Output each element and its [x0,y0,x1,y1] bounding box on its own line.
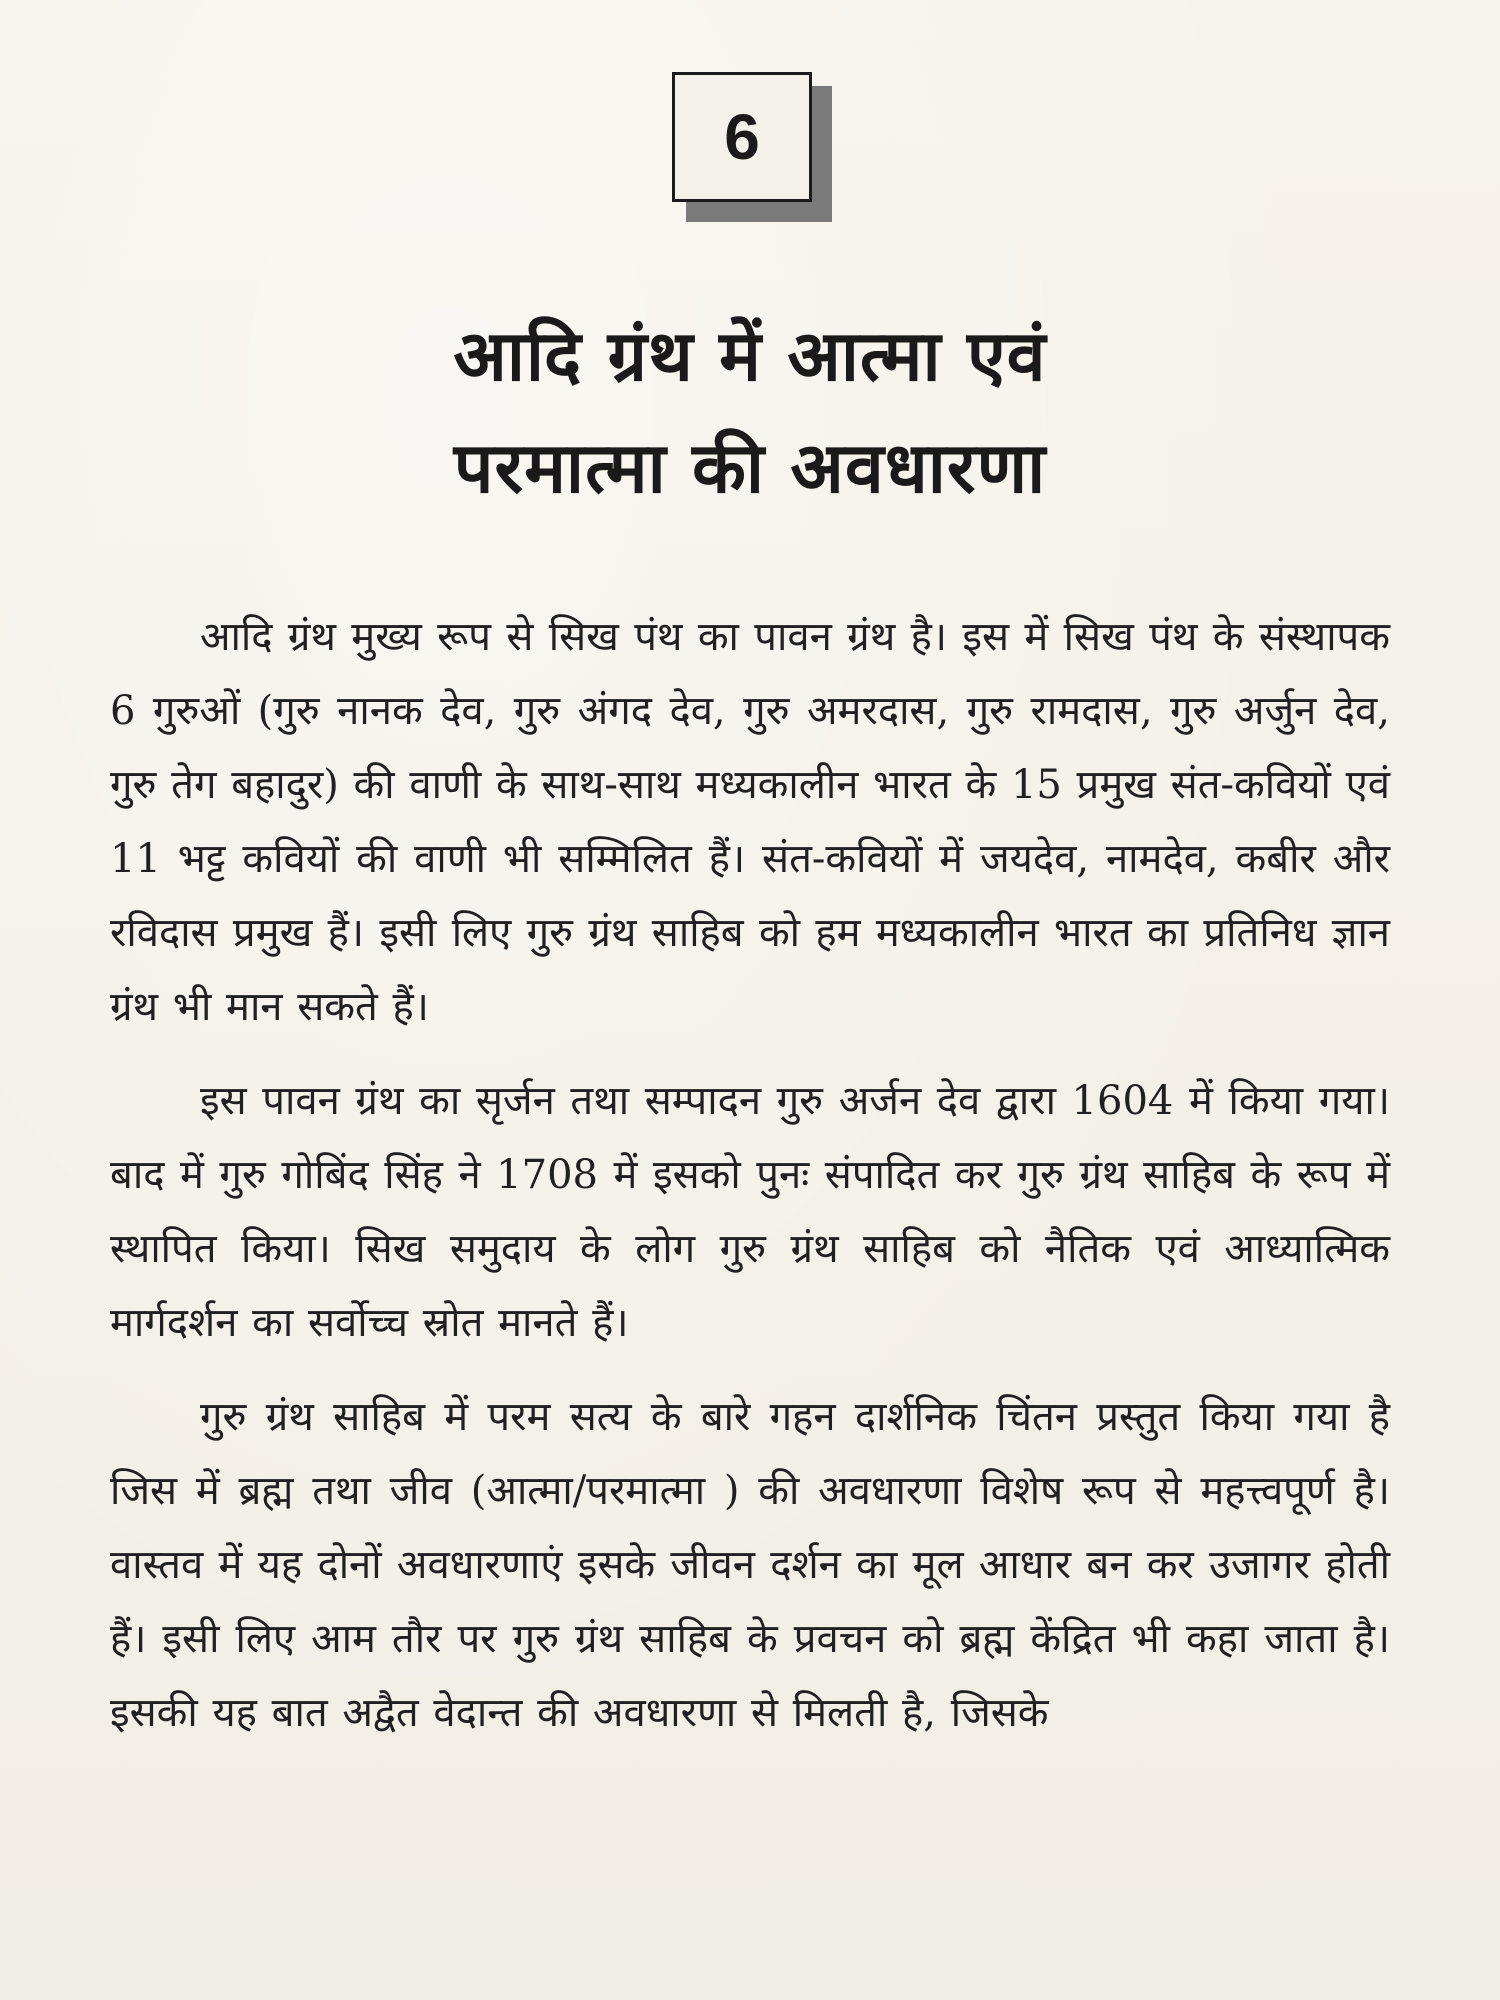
chapter-title-line-2: परमात्मा की अवधारणा [453,427,1047,509]
chapter-title [150,300,1350,524]
paragraph-3: गुरु ग्रंथ साहिब में परम सत्य के बारे गहन दार्शनिक चिंतन प्रस्तुत किया गया है जिस में ब्रह्म तथा जीव (आत्मा/परमात्मा ) की अवधारणा विशेष रूप से महत्त्वपूर्ण है। वास्तव में यह दोनों अवधारणाएं इसके जीवन दर्शन का मूल आधार बन कर उजागर होती हैं। इसी लिए आम तौर पर गुरु ग्रंथ साहिब के प्रवचन को ब्रह्म केंद्रित भी कहा जाता है। इसकी यह बात अद्वैत वेदान्त की अवधारणा से मिलती है, जिसके [110,1394,1390,1736]
chapter-body [110,600,1390,1770]
chapter-box-frame [672,72,812,202]
chapter-number-box [672,72,832,222]
chapter-number: 6 [724,101,760,173]
paragraph-2: इस पावन ग्रंथ का सृर्जन तथा सम्पादन गुरु अर्जन देव द्वारा 1604 में किया गया। बाद में गुरु गोबिंद सिंह ने 1708 में इसको पुनः संपादित कर गुरु ग्रंथ साहिब के रूप में स्थापित किया। सिख समुदाय के लोग गुरु ग्रंथ साहिब को नैतिक एवं आध्यात्मिक मार्गदर्शन का सर्वोच्च स्रोत मानते हैं। [110,1078,1390,1346]
chapter-title-line-1: आदि ग्रंथ में आत्मा एवं [453,315,1047,397]
paragraph-1: आदि ग्रंथ मुख्य रूप से सिख पंथ का पावन ग्रंथ है। इस में सिख पंथ के संस्थापक 6 गुरुओं (गुरु नानक देव, गुरु अंगद देव, गुरु अमरदास, गुरु रामदास, गुरु अर्जुन देव, गुरु तेग बहादुर) की वाणी के साथ-साथ मध्यकालीन भारत के 15 प्रमुख संत-कवियों एवं 11 भट्ट कवियों की वाणी भी सम्मिलित हैं। संत-कवियों में जयदेव, नामदेव, कबीर और रविदास प्रमुख हैं। इसी लिए गुरु ग्रंथ साहिब को हम मध्यकालीन भारत का प्रतिनिध ज्ञान ग्रंथ भी मान सकते हैं। [110,614,1390,1030]
